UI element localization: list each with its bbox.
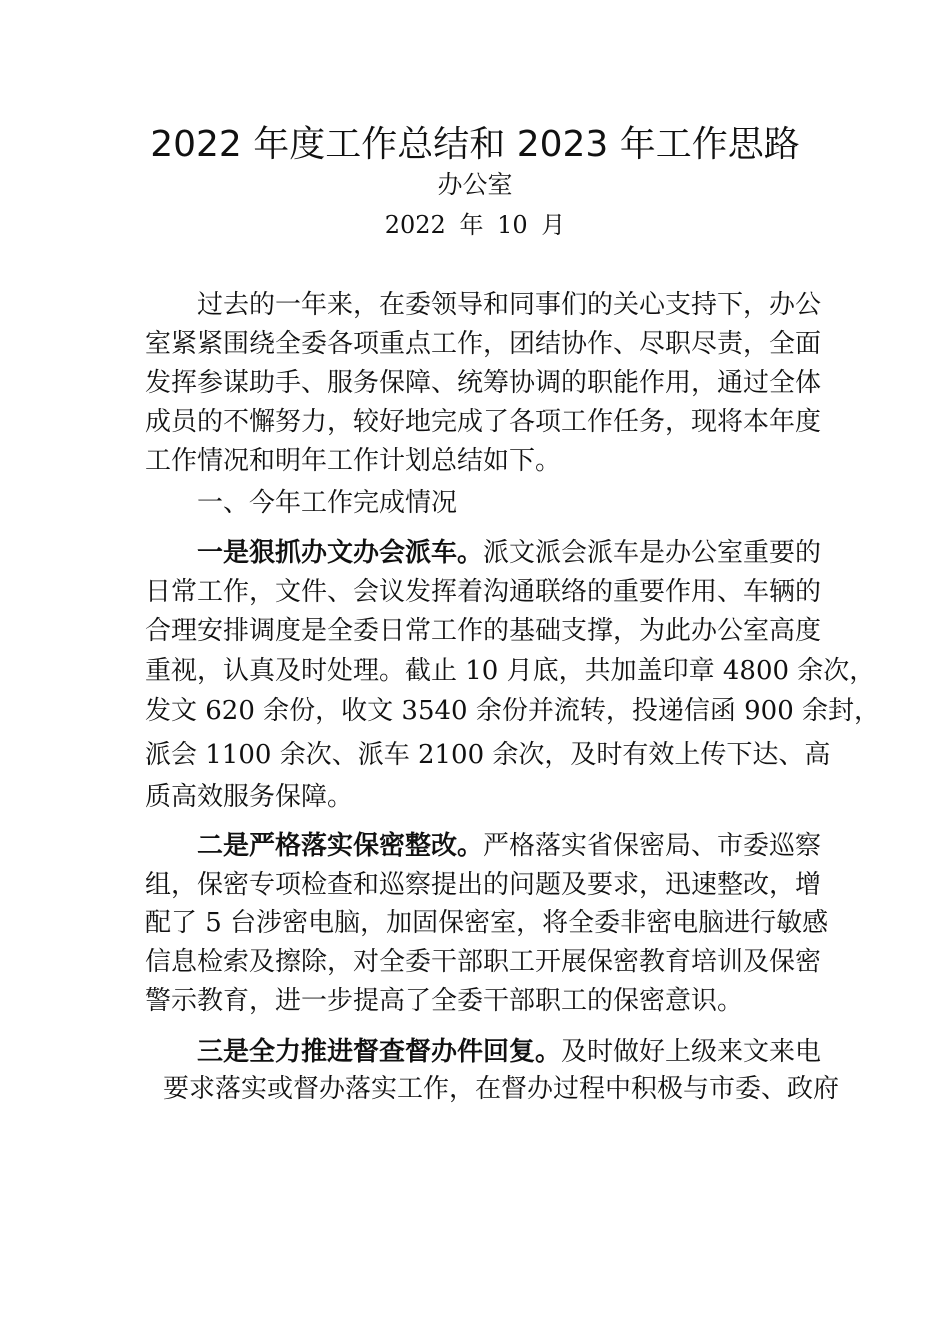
text-line: 质高效服务保障。 (145, 782, 354, 812)
text-line: 警示教育，进一步提高了全委干部职工的保密意识。 (145, 986, 744, 1016)
text-line: 配了 5 台涉密电脑，加固保密室，将全委非密电脑进行敏感 (145, 908, 829, 938)
section-heading: 一、今年工作完成情况 (197, 488, 458, 518)
department: 办公室 (437, 170, 513, 199)
document-date: 2022 年 10 月 (384, 211, 566, 239)
text-line (197, 533, 822, 573)
text-line: 室紧紧围绕全委各项重点工作，团结协作、尽职尽责，全面 (145, 329, 822, 359)
text-line: 发挥参谋助手、服务保障、统筹协调的职能作用，通过全体 (145, 368, 822, 398)
item-text: 派文派会派车是办公室重要的 (483, 538, 822, 568)
text-line: 要求落实或督办落实工作，在督办过程中积极与市委、政府 (163, 1074, 840, 1104)
item-text: 及时做好上级来文来电 (561, 1037, 822, 1067)
text-line (197, 826, 822, 866)
item-lead: 三是全力推进督查督办件回复。 (197, 1037, 562, 1067)
item-text: 严格落实省保密局、市委巡察 (483, 831, 822, 861)
text-line: 派会 1100 余次、派车 2100 余次，及时有效上传下达、高 (145, 740, 831, 770)
text-line: 信息检索及擦除，对全委干部职工开展保密教育培训及保密 (145, 947, 822, 977)
document-title: 2022 年度工作总结和 2023 年工作思路 (150, 124, 800, 165)
item-lead: 二是严格落实保密整改。 (197, 831, 484, 861)
item-lead: 一是狠抓办文办会派车。 (197, 538, 484, 568)
text-line: 成员的不懈努力，较好地完成了各项工作任务，现将本年度 (145, 407, 822, 437)
text-line: 日常工作，文件、会议发挥着沟通联络的重要作用、车辆的 (145, 577, 822, 607)
text-line: 工作情况和明年工作计划总结如下。 (145, 446, 562, 476)
text-line: 组，保密专项检查和巡察提出的问题及要求，迅速整改，增 (145, 870, 822, 900)
text-line: 发文 620 余份，收文 3540 余份并流转，投递信函 900 余封， (145, 696, 881, 726)
text-line: 过去的一年来，在委领导和同事们的关心支持下，办公 (197, 290, 822, 320)
text-line: 合理安排调度是全委日常工作的基础支撑，为此办公室高度 (145, 616, 822, 646)
text-line: 重视，认真及时处理。截止 10 月底，共加盖印章 4800 余次， (145, 656, 876, 686)
text-line (197, 1032, 822, 1072)
